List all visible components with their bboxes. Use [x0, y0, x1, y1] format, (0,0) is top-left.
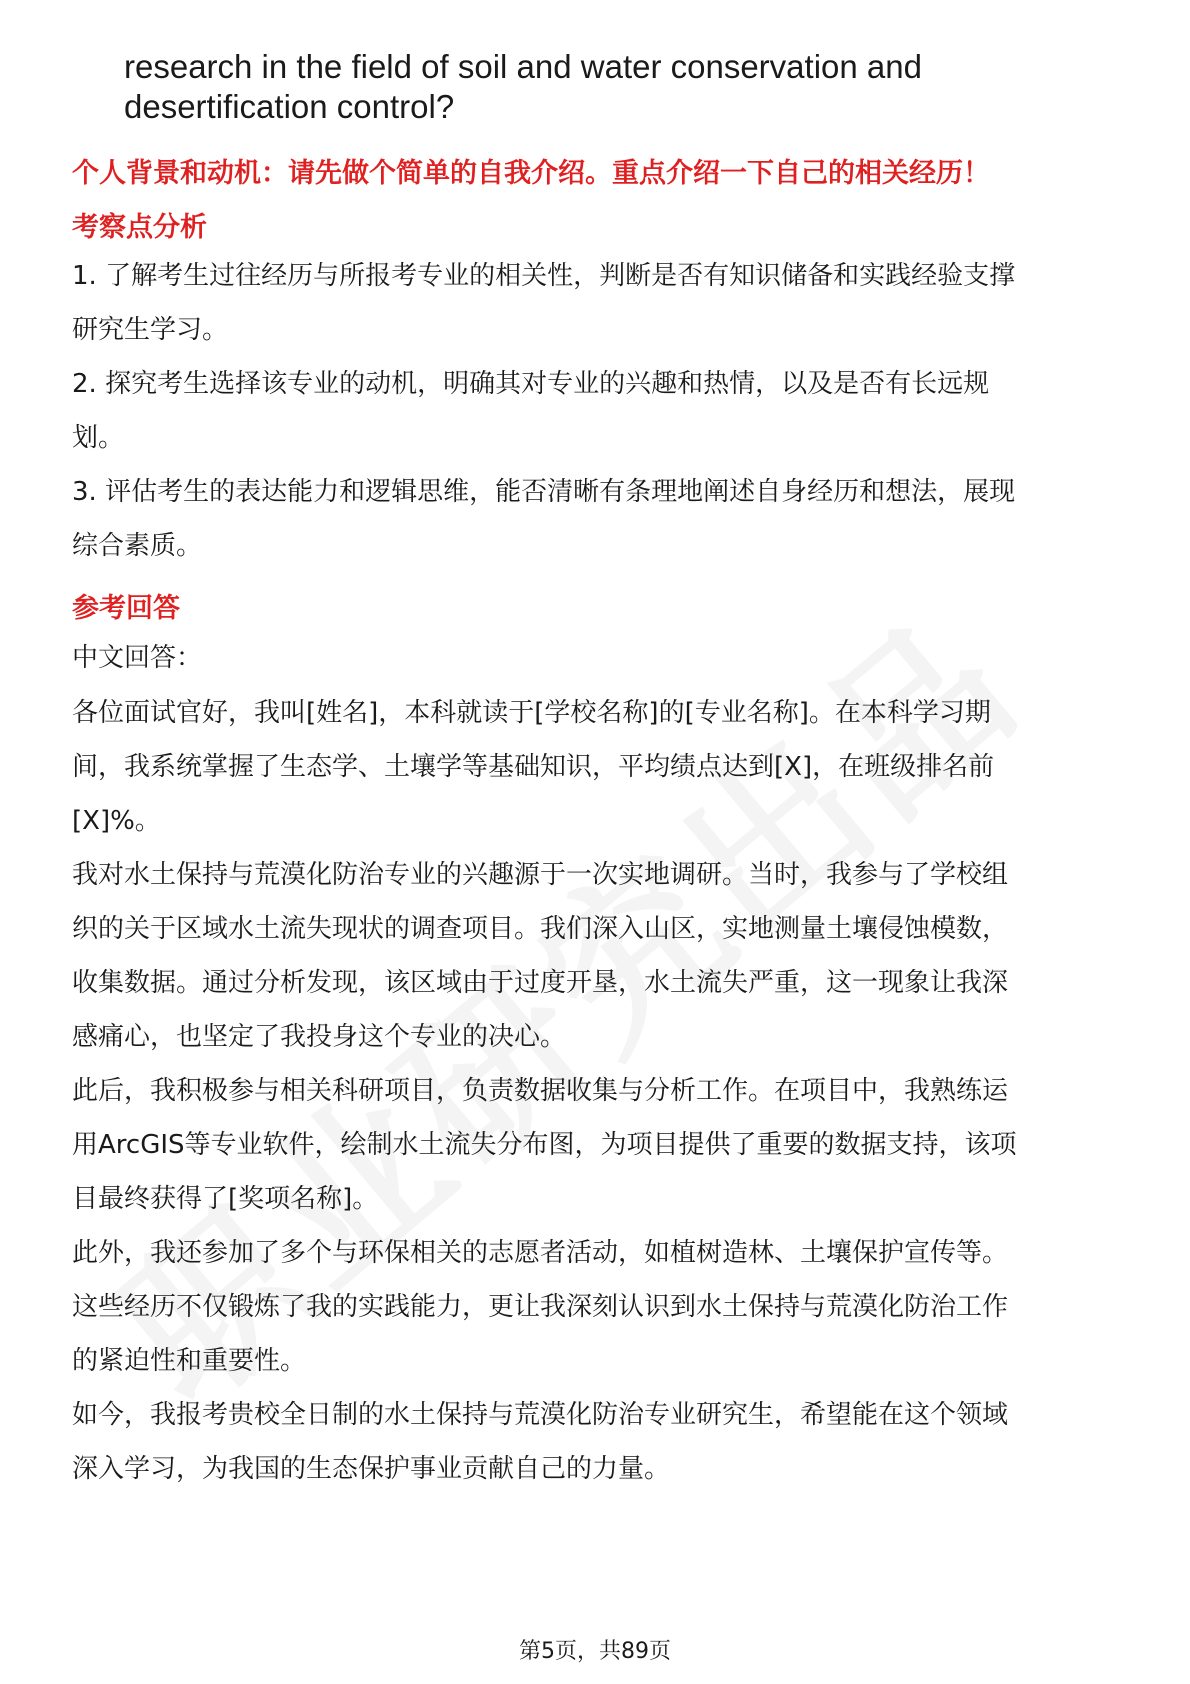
reference-heading: 参考回答: [72, 593, 180, 624]
answer-line: 间，我系统掌握了生态学、土壤学等基础知识，平均绩点达到[X]，在班级排名前: [72, 752, 995, 782]
answer-line: 用ArcGIS等专业软件，绘制水土流失分布图，为项目提供了重要的数据支持，该项: [72, 1130, 1017, 1160]
answer-line: 如今，我报考贵校全日制的水土保持与荒漠化防治专业研究生，希望能在这个领域: [72, 1400, 1009, 1430]
analysis-heading: 考察点分析: [72, 212, 207, 243]
analysis-line: 2. 探究考生选择该专业的动机，明确其对专业的兴趣和热情，以及是否有长远规: [72, 369, 990, 399]
analysis-line: 3. 评估考生的表达能力和逻辑思维，能否清晰有条理地阐述自身经历和想法，展现: [72, 477, 1016, 507]
answer-line: 我对水土保持与荒漠化防治专业的兴趣源于一次实地调研。当时，我参与了学校组: [72, 860, 1009, 890]
answer-line: [X]%。: [72, 806, 161, 836]
reference-subheading: 中文回答：: [72, 643, 203, 673]
analysis-line: 划。: [72, 423, 125, 453]
analysis-line: 研究生学习。: [72, 315, 229, 345]
answer-line: 此后，我积极参与相关科研项目，负责数据收集与分析工作。在项目中，我熟练运: [72, 1076, 1009, 1106]
page-number-footer: 第5页，共89页: [519, 1639, 671, 1664]
section-prompt: 个人背景和动机：请先做个简单的自我介绍。重点介绍一下自己的相关经历！: [72, 158, 990, 189]
answer-line: 此外，我还参加了多个与环保相关的志愿者活动，如植树造林、土壤保护宣传等。: [72, 1238, 1009, 1268]
intro-question-line: desertification control?: [124, 88, 455, 125]
answer-line: 收集数据。通过分析发现，该区域由于过度开垦，水土流失严重，这一现象让我深: [72, 968, 1009, 998]
answer-line: 的紧迫性和重要性。: [72, 1346, 307, 1376]
answer-line: 深入学习，为我国的生态保护事业贡献自己的力量。: [72, 1454, 671, 1484]
answer-line: 目最终获得了[奖项名称]。: [72, 1184, 379, 1214]
answer-line: 各位面试官好，我叫[姓名]，本科就读于[学校名称]的[专业名称]。在本科学习期: [72, 698, 991, 728]
intro-question-line: research in the field of soil and water conservation and: [124, 48, 922, 85]
answer-line: 这些经历不仅锻炼了我的实践能力，更让我深刻认识到水土保持与荒漠化防治工作: [72, 1292, 1009, 1322]
answer-line: 织的关于区域水土流失现状的调查项目。我们深入山区，实地测量土壤侵蚀模数，: [72, 914, 1009, 944]
answer-line: 感痛心，也坚定了我投身这个专业的决心。: [72, 1022, 567, 1052]
analysis-line: 1. 了解考生过往经历与所报考专业的相关性，判断是否有知识储备和实践经验支撑: [72, 261, 1016, 291]
analysis-line: 综合素质。: [72, 531, 203, 561]
